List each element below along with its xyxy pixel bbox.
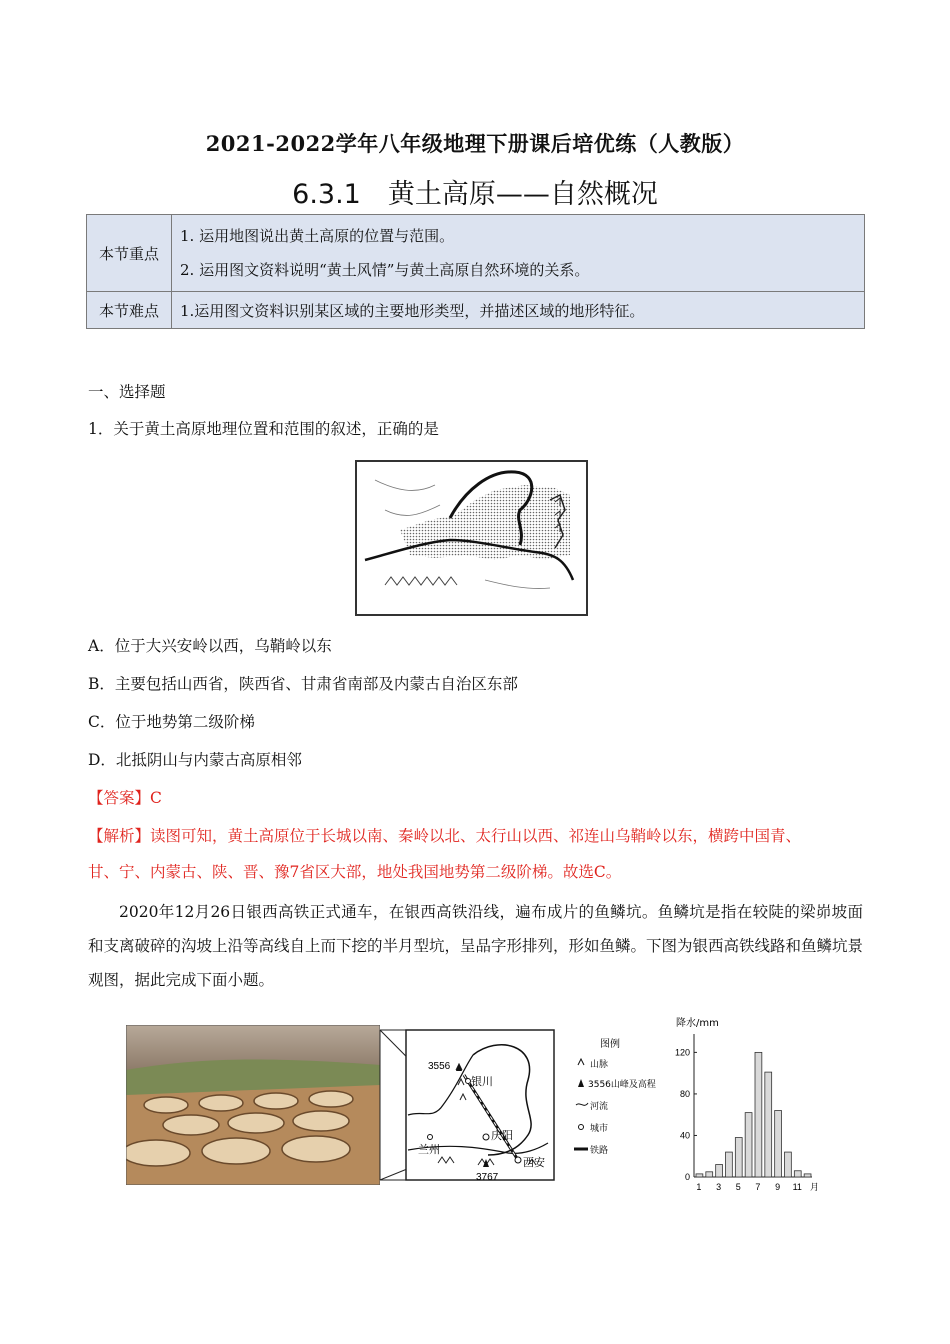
document-title: 2021-2022学年八年级地理下册课后培优练（人教版） <box>205 131 745 156</box>
focus-label: 本节重点 <box>87 215 172 292</box>
lesson-focus-table <box>86 214 865 329</box>
bar-month-6 <box>745 1113 752 1177</box>
bar-month-7 <box>755 1052 762 1177</box>
x-tick-label: 3 <box>716 1182 722 1192</box>
passage: 2020年12月26日银西高铁正式通车，在银西高铁沿线，遍布成片的鱼鳞坑。鱼鳞坑是指在较陡的梁峁坡面和支离破碎的沟坡上沿等高线自上而下挖的半月型坑，呈品字形排列，形如鱼鳞。下图为银西高铁线路和鱼鳞坑景观图，据此完成下面小题。 <box>88 903 864 989</box>
question-1-stem: 1．关于黄土高原地理位置和范围的叙述，正确的是 <box>88 420 439 438</box>
peak-label-3767: 3767 <box>476 1172 499 1183</box>
bar-month-11 <box>794 1171 801 1177</box>
option-c: C．位于地势第二级阶梯 <box>88 713 255 731</box>
focus-item-1: 1. 运用地图说出黄土高原的位置与范围。 <box>180 227 455 245</box>
x-tick-label: 5 <box>735 1182 741 1192</box>
precipitation-chart <box>672 1012 832 1192</box>
difficulty-label: 本节难点 <box>87 292 172 329</box>
analysis-text-1: 读图可知，黄土高原位于长城以南、秦岭以北、太行山以西、祁连山乌鞘岭以东，横跨中国青、 <box>150 827 802 845</box>
analysis-line-2: 甘、宁、内蒙古、陕、晋、豫7省区大部，地处我国地势第二级阶梯。故选C。 <box>88 863 622 881</box>
x-tick-label: 11 <box>792 1182 802 1192</box>
chart-ylabel: 降水/mm <box>676 1018 719 1029</box>
answer <box>88 786 162 808</box>
bar-month-12 <box>804 1174 811 1177</box>
analysis-line-1 <box>88 824 801 846</box>
yinxi-railway-map <box>378 1025 668 1185</box>
bar-month-9 <box>775 1111 782 1177</box>
legend-peak: 3556山峰及高程 <box>588 1080 656 1090</box>
option-b: B．主要包括山西省，陕西省、甘肃省南部及内蒙古自治区东部 <box>88 675 518 693</box>
analysis-label: 【解析】 <box>88 827 151 845</box>
city-qingyang: 庆阳 <box>491 1129 513 1142</box>
fish-scale-pits-photo <box>126 1025 380 1185</box>
bar-month-5 <box>735 1138 742 1177</box>
bar-month-10 <box>785 1152 792 1177</box>
city-xian: 西安 <box>523 1156 545 1169</box>
x-tick-label: 9 <box>775 1182 781 1192</box>
bar-month-3 <box>716 1165 723 1177</box>
y-tick-label: 0 <box>684 1172 690 1182</box>
y-tick-label: 120 <box>674 1047 690 1058</box>
legend-title: 图例 <box>600 1039 620 1050</box>
difficulty-content: 1.运用图文资料识别某区域的主要地形类型，并描述区域的地形特征。 <box>172 292 865 329</box>
x-tick-label: 1 <box>696 1182 702 1192</box>
loess-plateau-map <box>355 460 588 616</box>
bar-month-4 <box>726 1152 733 1177</box>
x-tick-label: 7 <box>755 1182 761 1192</box>
option-a: A．位于大兴安岭以西，乌鞘岭以东 <box>88 637 332 655</box>
bar-month-2 <box>706 1172 713 1177</box>
city-yinchuan: 银川 <box>471 1075 493 1088</box>
chart-xlabel: 月 <box>810 1183 820 1192</box>
legend-city: 城市 <box>590 1124 609 1134</box>
legend-mountain: 山脉 <box>590 1060 609 1070</box>
focus-content <box>172 215 865 292</box>
y-tick-label: 80 <box>679 1088 690 1099</box>
bar-month-8 <box>765 1072 772 1177</box>
answer-label: 【答案】 <box>88 789 151 807</box>
focus-item-2: 2. 运用图文资料说明“黄土风情”与黄土高原自然环境的关系。 <box>180 261 590 279</box>
answer-value: C <box>150 789 162 807</box>
legend-river: 河流 <box>590 1102 609 1112</box>
legend-railway: 铁路 <box>590 1146 609 1156</box>
lesson-title: 6.3.1 黄土高原——自然概况 <box>292 179 658 210</box>
y-tick-label: 40 <box>679 1130 690 1141</box>
city-lanzhou: 兰州 <box>418 1143 440 1156</box>
bar-month-1 <box>696 1174 703 1177</box>
option-d: D．北抵阴山与内蒙古高原相邻 <box>88 751 302 769</box>
peak-label-3556: 3556 <box>428 1061 451 1072</box>
section-heading: 一、选择题 <box>88 383 166 401</box>
